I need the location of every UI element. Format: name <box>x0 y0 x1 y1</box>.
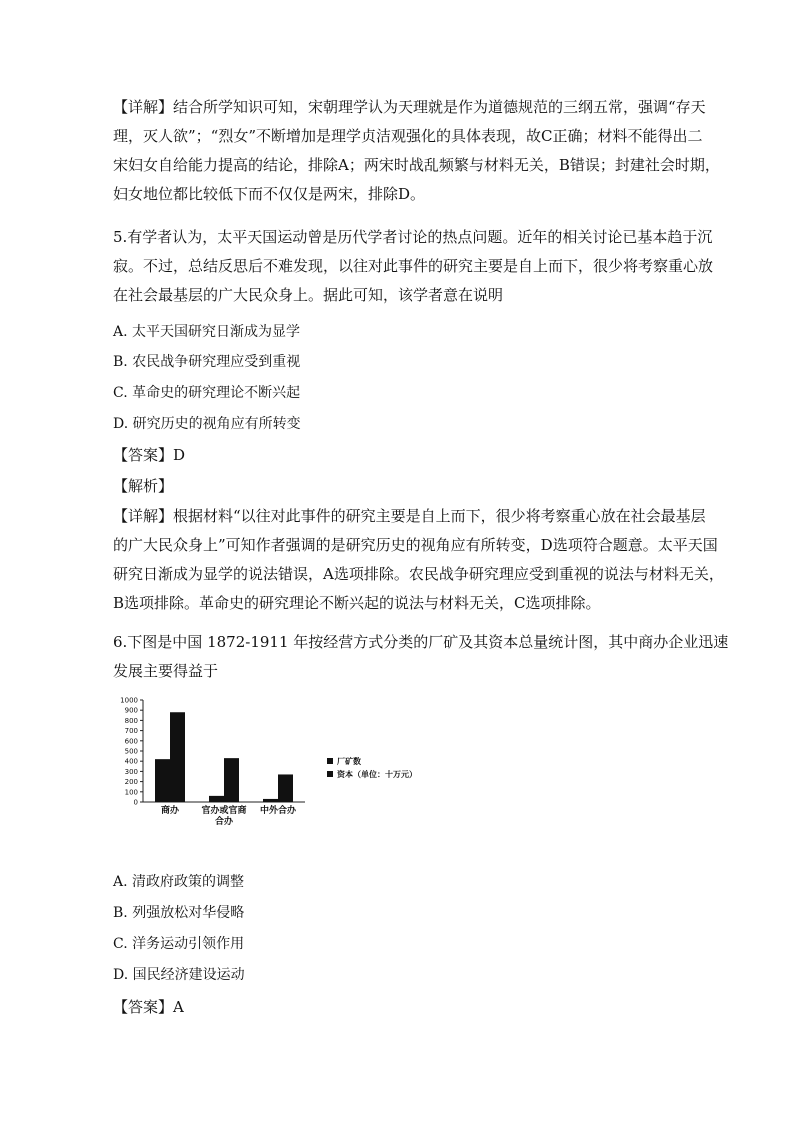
y-tick-label: 700 <box>124 727 138 736</box>
q6-answer: 【答案】A <box>113 998 184 1016</box>
q5-option-c: C. 革命史的研究理论不断兴起 <box>113 385 301 401</box>
q6-option-c: C. 洋务运动引领作用 <box>113 936 245 952</box>
y-tick-label: 800 <box>124 716 138 725</box>
bar-capital <box>170 712 185 802</box>
q6-option-a: A. 清政府政策的调整 <box>113 874 245 890</box>
bar-factory-count <box>155 759 170 802</box>
x-tick-label: 官办或官商 <box>201 806 247 816</box>
y-tick-label: 600 <box>124 737 138 746</box>
text-line: 研究日渐成为显学的说法错误，A选项排除。农民战争研究理应受到重视的说法与材料无关， <box>113 565 724 583</box>
q4-explanation <box>113 93 720 209</box>
x-tick-label: 商办 <box>160 806 180 816</box>
y-tick-label: 200 <box>124 778 138 787</box>
q5-option-a: A. 太平天国研究日渐成为显学 <box>113 324 301 340</box>
text-line: 在社会最基层的广大民众身上。据此可知，该学者意在说明 <box>113 286 504 304</box>
text-line: 寂。不过，总结反思后不难发现，以往对此事件的研究主要是自上而下，很少将考察重心放 <box>113 257 714 275</box>
legend-label: 资本（单位：十万元） <box>337 770 417 779</box>
q5-analysis-heading: 【解析】 <box>113 477 174 495</box>
text-line: 6.下图是中国 1872-1911 年按经营方式分类的厂矿及其资本总量统计图，其中商办企业迅速 <box>113 633 729 651</box>
y-tick-label: 900 <box>124 706 138 715</box>
text-line: 5.有学者认为，太平天国运动曾是历代学者讨论的热点问题。近年的相关讨论已基本趋于沉 <box>113 228 713 246</box>
bar-factory-count <box>263 799 278 802</box>
text-line: B选项排除。革命史的研究理论不断兴起的说法与材料无关，C选项排除。 <box>113 594 601 612</box>
bar-chart <box>113 690 423 830</box>
text-line: 【详解】结合所学知识可知，宋朝理学认为天理就是作为道德规范的三纲五常，强调“存天 <box>113 98 706 116</box>
q6-stem <box>113 628 729 686</box>
q5-answer: 【答案】D <box>113 446 186 464</box>
y-tick-label: 300 <box>124 767 138 776</box>
text-line: 理，灭人欲”；“烈女”不断增加是理学贞洁观强化的具体表现，故C正确；材料不能得出二 <box>113 127 703 145</box>
text-line: 的广大民众身上”可知作者强调的是研究历史的视角应有所转变，D选项符合题意。太平天国 <box>113 536 718 554</box>
q5-stem <box>113 223 714 310</box>
y-tick-label: 400 <box>124 757 138 766</box>
text-line: 宋妇女自给能力提高的结论，排除A；两宋时战乱频繁与材料无关，B错误；封建社会时期， <box>113 156 720 174</box>
bar-capital <box>224 758 239 802</box>
text-line: 妇女地位都比较低下而不仅仅是两宋，排除D。 <box>113 185 426 203</box>
text-line: 发展主要得益于 <box>113 662 219 680</box>
text-line: 【详解】根据材料“以往对此事件的研究主要是自上而下，很少将考察重心放在社会最基层 <box>113 507 706 525</box>
x-tick-label: 中外合办 <box>259 806 297 816</box>
q5-explanation <box>113 502 724 618</box>
y-tick-label: 100 <box>124 788 138 797</box>
x-tick-label: 合办 <box>214 817 234 827</box>
legend-label: 厂矿数 <box>337 757 361 766</box>
y-tick-label: 500 <box>124 747 138 756</box>
q5-option-b: B. 农民战争研究理应受到重视 <box>113 354 301 370</box>
bar-capital <box>278 774 293 802</box>
legend-swatch <box>327 758 333 764</box>
y-tick-label: 1000 <box>120 696 138 705</box>
bar-factory-count <box>209 796 224 802</box>
legend-swatch <box>327 771 333 777</box>
q6-option-d: D. 国民经济建设运动 <box>113 967 245 983</box>
q5-option-d: D. 研究历史的视角应有所转变 <box>113 416 301 432</box>
q6-option-b: B. 列强放松对华侵略 <box>113 905 245 921</box>
y-tick-label: 0 <box>133 798 138 807</box>
